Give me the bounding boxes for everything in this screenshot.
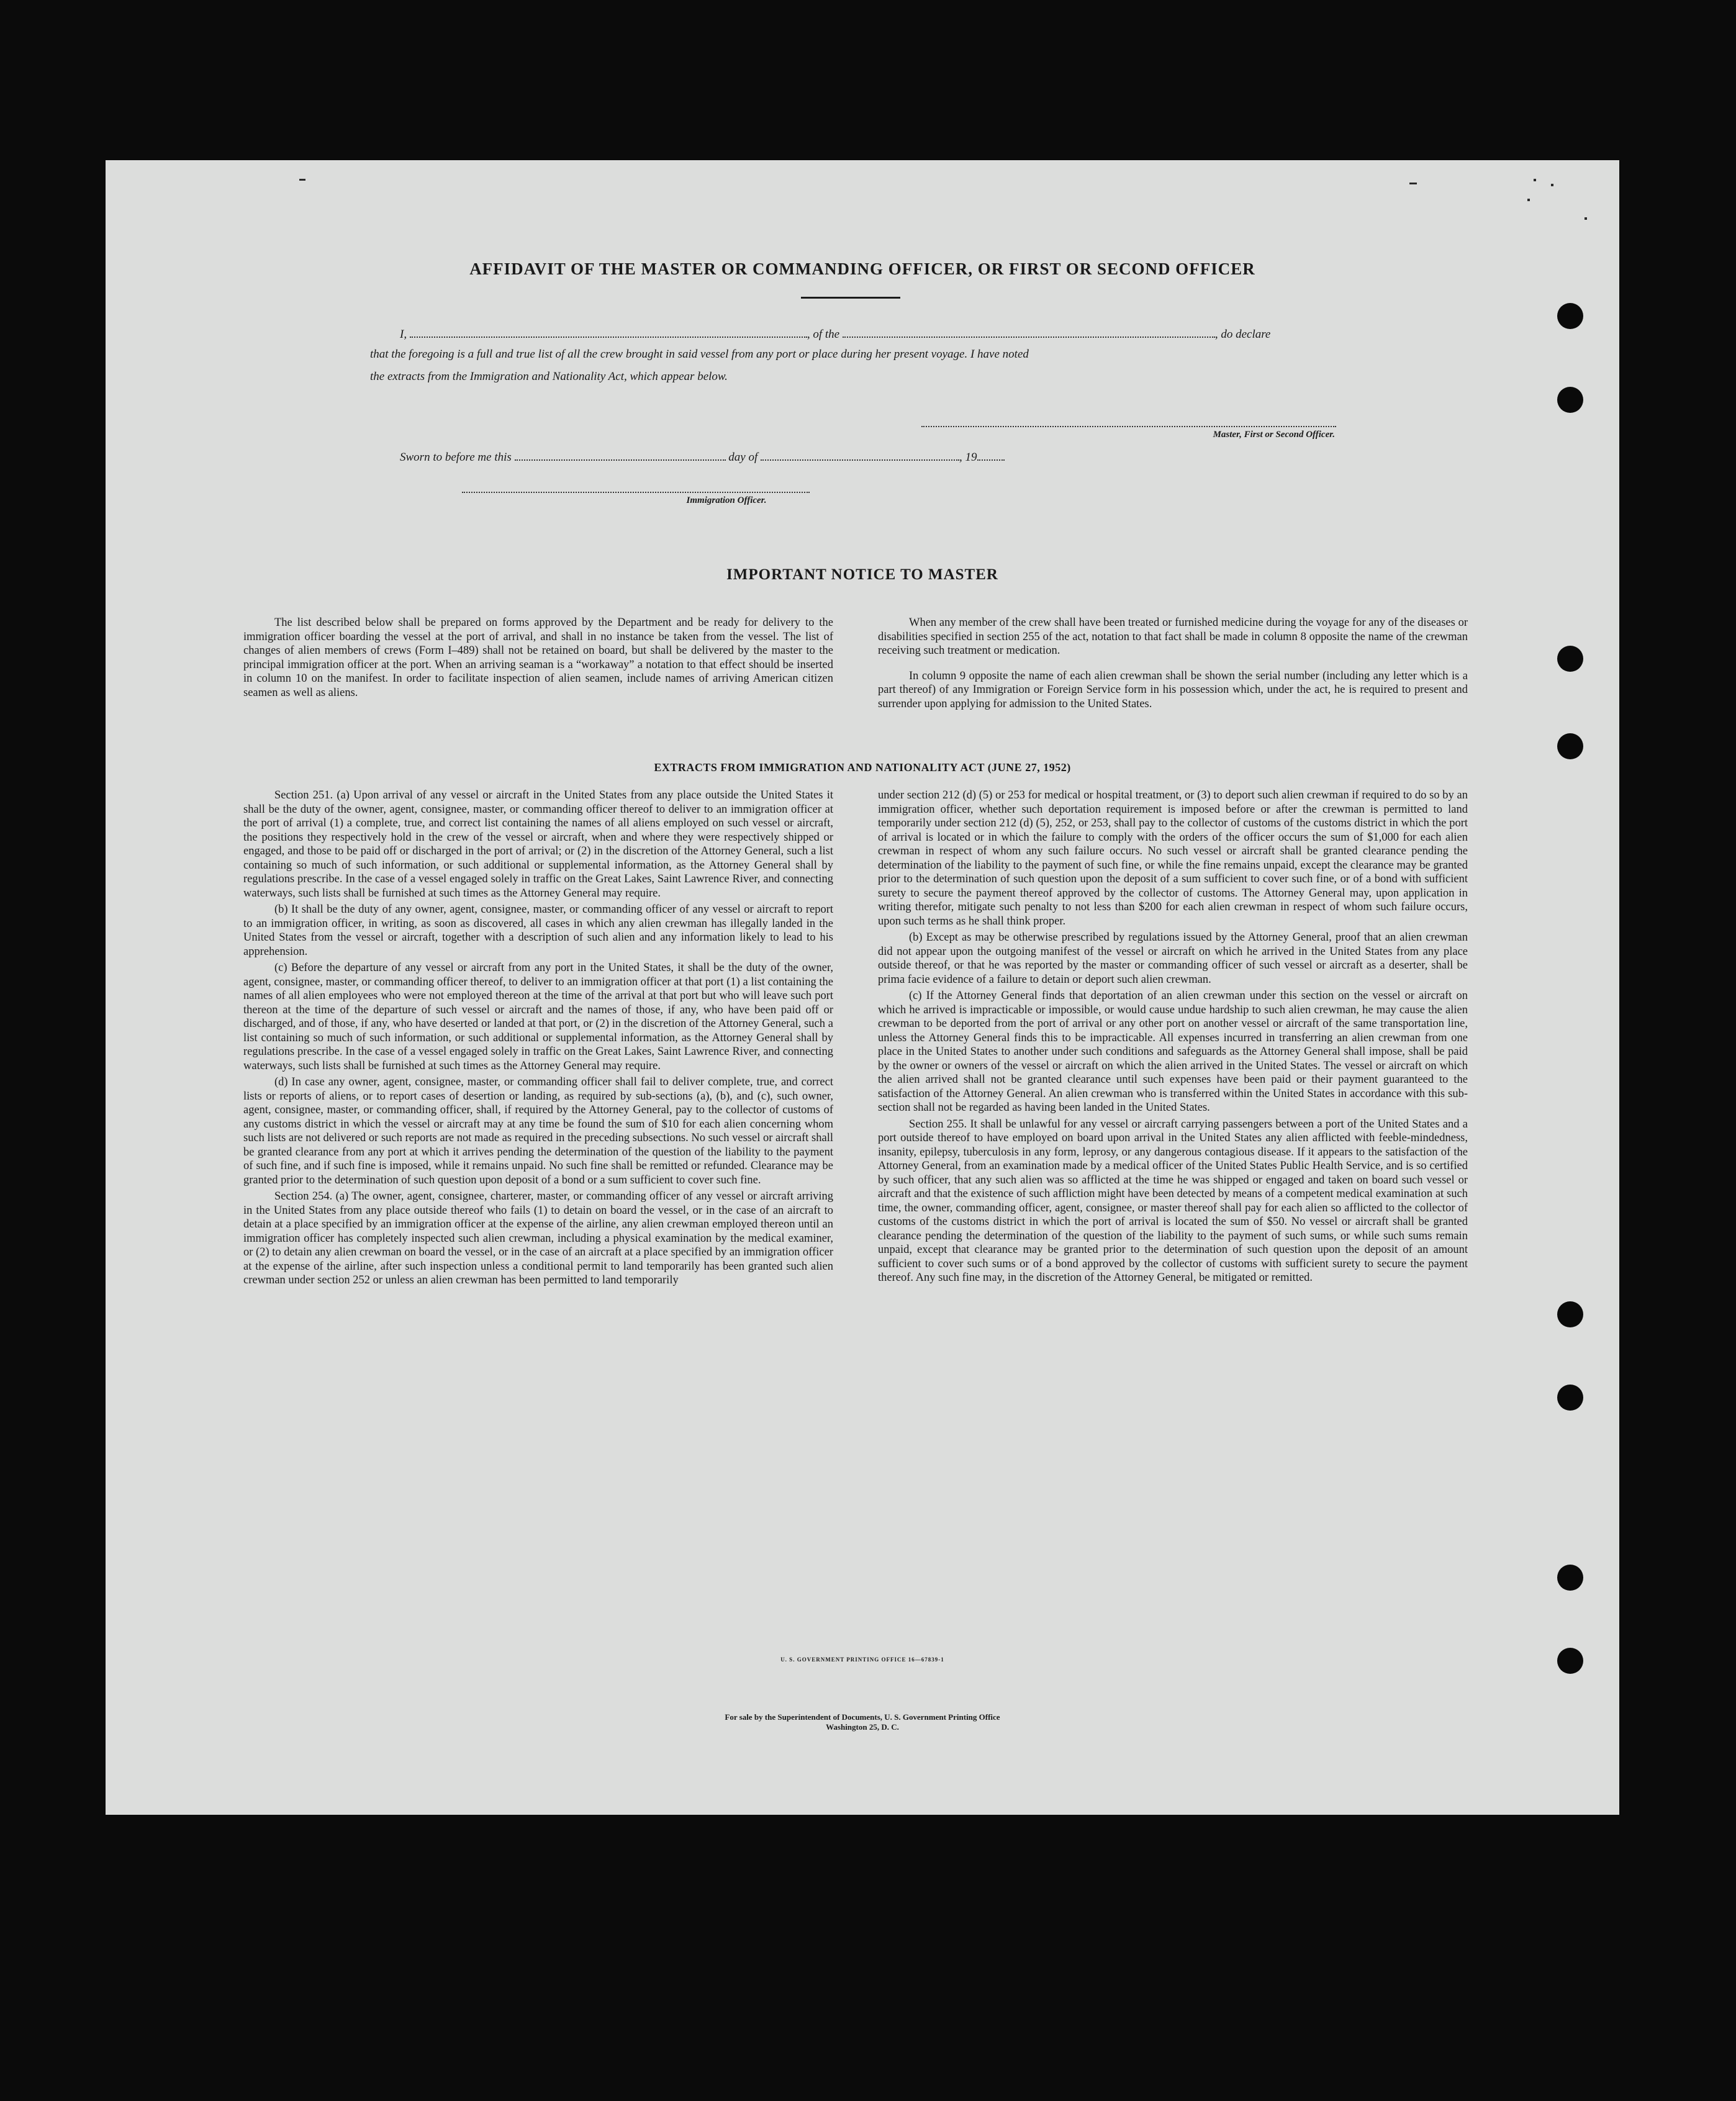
declaration-text-line-2: that the foregoing is a full and true list of all the crew brought in said vessel from any port or place during her present voyage. I have noted (370, 348, 1029, 361)
notice-right-paragraph: When any member of the crew shall have been treated or furnished medicine during the voyage for any of the diseases or disabilities specified in section 255 of the act, notation to that fact shall be made in column 8 opposite the name of the crewman receiving such treatment or medication. (878, 617, 1468, 657)
scan-mark (1409, 183, 1417, 184)
binder-hole (1557, 733, 1583, 759)
declare-label: , do declare (1214, 328, 1271, 341)
declaration-line (400, 325, 1270, 341)
extract-paragraph: (d) In case any owner, agent, consignee, master, or commanding officer shall fail to deliver complete, true, and correct lists or reports of aliens, or to report cases of desertion or landing, as required by sub-sections (a), (b), and (c), such owner, agent, consignee, master, or commanding officer, shall, if required by the Attorney General, pay to the collector of customs of any customs district in which the vessel or aircraft may at any time be found the sum of $10 for each alien concerning whom such lists are not delivered or such reports are not made as required in the preceding subsections. No such vessel or aircraft shall be granted clearance from any port at which it arrives pending the determination of the question of the liability to the payment of such fine, and if such fine is imposed, while it remains unpaid. No such fine shall be remitted or refunded. Clearance may be granted prior to the determination of such question upon deposit of a bond or a sum sufficient to cover such fine. (243, 1076, 833, 1186)
extracts-right-column (878, 788, 1468, 1285)
affidavit-title: AFFIDAVIT OF THE MASTER OR COMMANDING OFFICER, OR FIRST OR SECOND OFFICER (469, 260, 1255, 278)
extract-paragraph: (c) If the Attorney General finds that deportation of an alien crewman under this section on the vessel or aircraft on which he arrived is impracticable or impossible, or would cause undue hardship to such alien crewman, he may cause the alien crewman to be deported from the port of arrival or any other port on another vessel or aircraft of the same transportation line, unless the Attorney General finds this to be impracticable. All expenses incurred in transferring an alien crewman from one place in the United States to another under such conditions and safeguards as the Attorney General shall impose, shall be paid by the owner or owners of the vessel or aircraft on which the alien arrived in the United States. The vessel or aircraft on which the alien arrived shall not be granted clearance until such expenses have been paid or their payment guaranteed to the satisfaction of the Attorney General. An alien crewman who is transferred within the United States in accordance with this sub-section shall not be regarded as having been landed in the United States. (878, 990, 1468, 1114)
scan-mark (1534, 179, 1536, 181)
sale-notice (106, 1712, 1619, 1732)
binder-hole (1557, 1565, 1583, 1591)
notice-right-paragraph: In column 9 opposite the name of each alien crewman shall be shown the serial number (including any letter which is a part thereof) of any Immigration or Foreign Service form in his possession which, under the act, he is required to present and surrender upon applying for admission to the United States. (878, 669, 1468, 710)
binder-hole (1557, 387, 1583, 413)
extract-paragraph: (b) It shall be the duty of any owner, agent, consignee, master, or commanding officer of any vessel or aircraft to report to an immigration officer, in writing, as soon as discovered, all cases in which any alien crewman has illegally landed in the United States from the vessel or aircraft, together with a description of such alien and any information likely to lead to his apprehension. (243, 903, 833, 958)
sworn-month-field[interactable] (761, 448, 959, 461)
declaration-text-line-3: the extracts from the Immigration and Nationality Act, which appear below. (370, 370, 728, 383)
sworn-line (400, 448, 1005, 464)
scan-mark (1527, 199, 1530, 201)
extract-paragraph: Section 254. (a) The owner, agent, consignee, charterer, master, or commanding officer of any vessel or aircraft arriving in the United States from any place outside thereof who fails (1) to detain on board the vessel, or in the case of an aircraft to detain at a place specified by an immigration officer at the expense of the airline, any alien crewman employed thereon until an immigration officer has completely inspected such alien crewman, including a physical examination by the medical examiner, or (2) to detain any alien crewman on board the vessel, or in the case of an aircraft at a place specified by an immigration officer at the expense of the airline, after such inspection unless a conditional permit to land temporarily has been granted such alien crewman under section 252 or unless an alien crewman has been permitted to land temporarily (243, 1190, 833, 1286)
declarant-name-field[interactable] (410, 325, 807, 338)
extract-paragraph: under section 212 (d) (5) or 253 for medical or hospital treatment, or (3) to deport such alien crewman if required to do so by an immigration officer, whether such deportation requirement is imposed before or after the crewman is permitted to land temporarily under section 212 (d) (5), 252, or 253, shall pay to the collector of customs of the customs district in which the port of arrival is located or in which the failure to comply with the orders of the officer occurs the sum of $1,000 for each alien crewman in respect of whom any such failure occurs. No such vessel or aircraft shall be granted clearance pending the determination of the liability to the payment of such fine, or while the fine remains unpaid, except the clearance may be granted prior to the determination of such question upon the deposit of a sum sufficient to cover such fine, or of a bond with sufficient surety to secure the payment thereof approved by the collector of customs. The Attorney General may, upon application in writing therefor, mitigate such penalty to not less than $200 for each alien crewman in respect of whom such failure occurs, upon such terms as he shall think proper. (878, 789, 1468, 928)
notice-left-paragraph: The list described below shall be prepared on forms approved by the Department and be ready for delivery to the immigration officer boarding the vessel at the port of arrival, and shall in no instance be taken from the vessel. The list of changes of alien members of crews (Form I–489) shall not be retained on board, but shall be delivered by the master to the principal immigration officer at the port. When an arriving seaman is a “workaway” a notation to that effect should be inserted in column 10 on the manifest. In order to facilitate inspection of alien seamen, include names of arriving American citizen seamen as well as aliens. (243, 617, 833, 699)
of-the-label: , of the (807, 328, 840, 341)
sale-line-2: Washington 25, D. C. (826, 1722, 899, 1732)
binder-hole (1557, 1301, 1583, 1327)
scan-mark (1585, 217, 1587, 220)
master-signature-label: Master, First or Second Officer. (1213, 430, 1335, 440)
binder-hole (1557, 303, 1583, 329)
notice-left-column (243, 616, 833, 700)
notice-title: IMPORTANT NOTICE TO MASTER (726, 566, 998, 583)
extract-paragraph: Section 251. (a) Upon arrival of any vessel or aircraft in the United States from any place outside the United States it shall be the duty of the owner, agent, consignee, master, or commanding officer thereof to deliver to an immigration officer at the port of arrival (1) a complete, true, and correct list containing the names of all aliens employed on such vessel or aircraft, the positions they respectively hold in the crew of the vessel or aircraft, when and where they were respectively shipped or engaged, and those to be paid off or discharged in the port of arrival; or (2) in the discretion of the Attorney General, such a list containing so much of such information, or such additional or supplemental information, as the Attorney General shall by regulations prescribe. In the case of a vessel engaged solely in traffic on the Great Lakes, Saint Lawrence River, and connecting waterways, such lists shall be furnished at such times as the Attorney General may require. (243, 789, 833, 900)
day-of-label: day of (728, 451, 758, 464)
form-page (106, 160, 1619, 1815)
vessel-name-field[interactable] (843, 325, 1215, 338)
year-label: , 19 (959, 451, 977, 464)
officer-signature-label: Immigration Officer. (686, 495, 767, 505)
scan-mark (299, 179, 305, 181)
title-rule (801, 297, 900, 299)
master-signature-line[interactable] (921, 426, 1336, 427)
declarant-prefix: I, (400, 328, 407, 341)
extracts-title: EXTRACTS FROM IMMIGRATION AND NATIONALITY ACT (JUNE 27, 1952) (654, 761, 1071, 774)
binder-hole (1557, 1385, 1583, 1411)
officer-signature-line[interactable] (462, 492, 810, 493)
sworn-prefix: Sworn to before me this (400, 451, 512, 464)
sale-line-1: For sale by the Superintendent of Documents, U. S. Government Printing Office (725, 1712, 1000, 1722)
printer-imprint: U. S. GOVERNMENT PRINTING OFFICE 16—67839-1 (780, 1656, 944, 1663)
extracts-left-column (243, 788, 833, 1288)
extract-paragraph: (c) Before the departure of any vessel or aircraft from any port in the United States, it shall be the duty of the owner, agent, consignee, master, or commanding officer thereof, to deliver to an immigration officer at that port (1) a list containing the names of all alien employees who were not employed thereon at the time of the arrival at that port but who will leave such port thereon at the time of the departure of such vessel or aircraft and the names of those, if any, who have been paid off or discharged, and of those, if any, who have deserted or landed at that port, or (2) in the discretion of the Attorney General, such a list containing so much of such information, or such additional or supplemental information, as the Attorney General shall by regulations prescribe. In the case of a vessel engaged solely in traffic on the Great Lakes, Saint Lawrence River, and connecting waterways, such lists shall be furnished at such times as the Attorney General may require. (243, 962, 833, 1072)
scan-mark (1551, 184, 1553, 186)
sworn-day-field[interactable] (515, 448, 726, 461)
sworn-year-field[interactable] (977, 448, 1005, 461)
extract-paragraph: (b) Except as may be otherwise prescribed by regulations issued by the Attorney General, proof that an alien crewman did not appear upon the outgoing manifest of the vessel or aircraft on which he arrived in the United States from any place outside thereof, or that he was reported by the master or commanding officer of such vessel or aircraft as a deserter, shall be prima facie evidence of a failure to detain or deport such alien crewman. (878, 931, 1468, 986)
binder-hole (1557, 646, 1583, 672)
notice-right-column (878, 616, 1468, 711)
extract-paragraph: Section 255. It shall be unlawful for any vessel or aircraft carrying passengers between a port of the United States and a port outside thereof to have employed on board upon arrival in the United States any alien afflicted with feeble-mindedness, insanity, epilepsy, tuberculosis in any form, leprosy, or any dangerous contagious disease. If it appears to the satisfaction of the Attorney General, from an examination made by a medical officer of the United States Public Health Service, and is so certified by such officer, that any such alien was so afflicted at the time he was shipped or engaged and taken on board such vessel or aircraft and that the existence of such affliction might have been detected by means of a competent medical examination at such time, the owner, commanding officer, agent, consignee, or master thereof shall pay for each alien so afflicted to the collector of customs of the customs district in which the port of arrival is located the sum of $50. No vessel or aircraft shall be granted clearance pending the determination of the question of the liability to the payment of such sums, or while such sums remain unpaid, except that clearance may be granted prior to the determination of such question upon the deposit of an amount sufficient to cover such sums or of a bond approved by the collector of customs with sufficient surety to secure the payment thereof. Any such fine may, in the discretion of the Attorney General, be mitigated or remitted. (878, 1118, 1468, 1284)
